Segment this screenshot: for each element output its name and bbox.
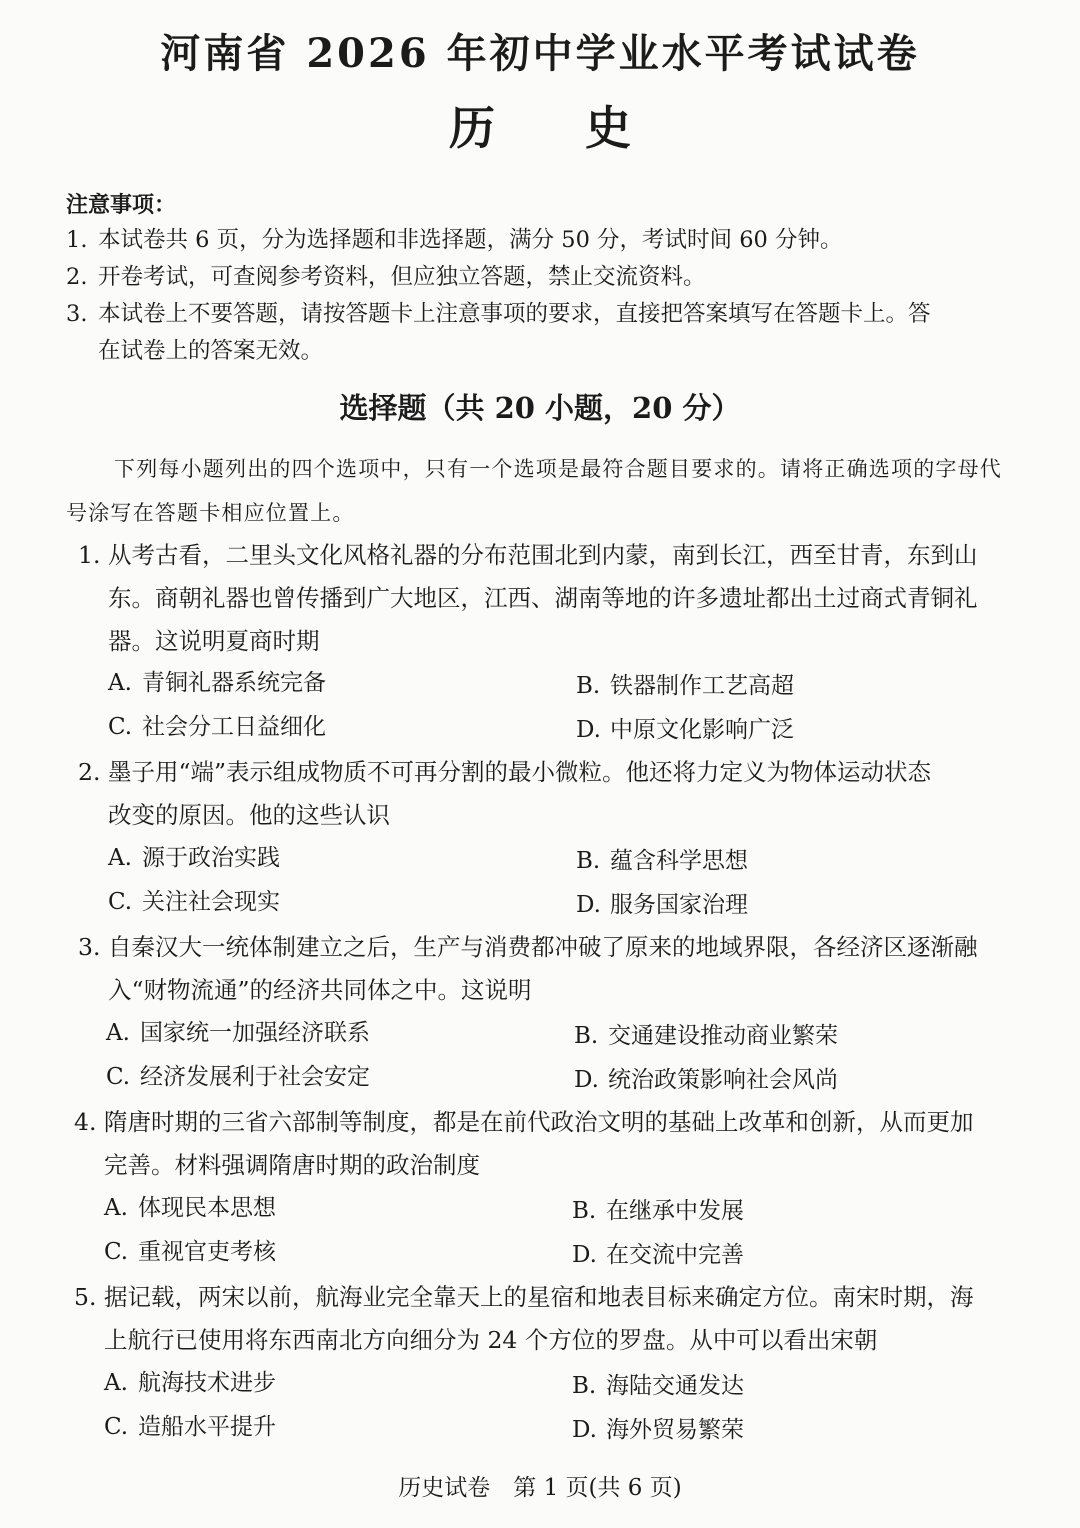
- question-number: 1.: [78, 541, 101, 569]
- option-c: [104, 1236, 276, 1268]
- option-letter: D.: [574, 1067, 599, 1093]
- notice-heading: 注意事项：: [66, 192, 177, 218]
- option-text: 铁器制作工艺高超: [610, 673, 794, 699]
- option-letter: B.: [576, 673, 601, 699]
- option-c: [108, 711, 326, 743]
- option-letter: D.: [576, 717, 601, 743]
- option-letter: A.: [108, 670, 132, 696]
- option-c: [108, 886, 280, 918]
- question-number: 2.: [78, 758, 101, 786]
- option-letter: B.: [572, 1373, 597, 1399]
- question-1: [78, 534, 1014, 663]
- option-letter: D.: [576, 892, 601, 918]
- option-letter: D.: [572, 1242, 597, 1268]
- option-letter: B.: [572, 1198, 597, 1224]
- option-c: [106, 1061, 370, 1093]
- notice-text-cont: 在试卷上的答案无效。: [98, 338, 324, 364]
- option-text: 关注社会现实: [142, 889, 280, 915]
- option-letter: D.: [572, 1417, 597, 1443]
- option-letter: A.: [104, 1195, 128, 1221]
- question-number: 4.: [74, 1108, 97, 1136]
- question-number: 5.: [74, 1283, 97, 1311]
- option-text: 社会分工日益细化: [142, 714, 326, 740]
- option-d: [576, 889, 748, 921]
- notice-text: 本试卷共 6 页，分为选择题和非选择题，满分 50 分，考试时间 60 分钟。: [98, 227, 843, 253]
- question-4: [74, 1101, 1010, 1187]
- option-letter: B.: [574, 1023, 599, 1049]
- notice-num: 2.: [66, 264, 88, 290]
- option-letter: C.: [106, 1064, 131, 1090]
- option-text: 中原文化影响广泛: [610, 717, 794, 743]
- option-text: 国家统一加强经济联系: [140, 1020, 370, 1046]
- option-d: [574, 1064, 838, 1096]
- option-text: 在继承中发展: [606, 1198, 744, 1224]
- option-text: 源于政治实践: [142, 845, 280, 871]
- option-letter: B.: [576, 848, 601, 874]
- option-letter: C.: [108, 714, 133, 740]
- question-line: 自秦汉大一统体制建立之后，生产与消费都冲破了原来的地域界限，各经济区逐渐融: [108, 933, 978, 961]
- option-letter: A.: [104, 1370, 128, 1396]
- notice-text: 开卷考试，可查阅参考资料，但应独立答题，禁止交流资料。: [98, 264, 706, 290]
- option-text: 造船水平提升: [138, 1414, 276, 1440]
- question-line: 上航行已使用将东西南北方向细分为 24 个方位的罗盘。从中可以看出宋朝: [104, 1326, 878, 1354]
- option-letter: C.: [108, 889, 133, 915]
- option-text: 海陆交通发达: [606, 1373, 744, 1399]
- option-text: 在交流中完善: [606, 1242, 744, 1268]
- option-letter: A.: [106, 1020, 130, 1046]
- question-line: 隋唐时期的三省六部制等制度，都是在前代政治文明的基础上改革和创新，从而更加: [104, 1108, 974, 1136]
- option-a: [106, 1017, 370, 1049]
- option-b: [576, 845, 748, 877]
- notice-item-3: [66, 296, 1016, 370]
- question-5: [74, 1276, 1010, 1362]
- option-letter: C.: [104, 1239, 129, 1265]
- question-3: [78, 926, 1014, 1012]
- option-b: [574, 1020, 838, 1052]
- question-line: 器。这说明夏商时期: [108, 627, 320, 655]
- option-c: [104, 1411, 276, 1443]
- notice-text: 本试卷上不要答题，请按答题卡上注意事项的要求，直接把答案填写在答题卡上。答: [98, 301, 931, 327]
- option-d: [572, 1414, 744, 1446]
- section-instructions: 下列每小题列出的四个选项中，只有一个选项是最符合题目要求的。请将正确选项的字母代号涂写在答题卡相应位置上。: [66, 457, 1002, 525]
- option-a: [104, 1192, 276, 1224]
- option-b: [572, 1195, 744, 1227]
- option-letter: A.: [108, 845, 132, 871]
- option-text: 体现民本思想: [138, 1195, 276, 1221]
- option-text: 蕴含科学思想: [610, 848, 748, 874]
- question-line: 从考古看，二里头文化风格礼器的分布范围北到内蒙，南到长江，西至甘青，东到山: [108, 541, 978, 569]
- option-text: 青铜礼器系统完备: [142, 670, 326, 696]
- notice-num: 3.: [66, 301, 88, 327]
- page-footer: 历史试卷 第 1 页(共 6 页): [398, 1475, 682, 1501]
- question-line: 完善。材料强调隋唐时期的政治制度: [104, 1151, 480, 1179]
- exam-title: 河南省 2026 年初中学业水平考试试卷: [160, 30, 920, 77]
- question-line: 改变的原因。他的这些认识: [108, 801, 390, 829]
- option-text: 服务国家治理: [610, 892, 748, 918]
- option-b: [576, 670, 794, 702]
- notice-num: 1.: [66, 227, 88, 253]
- question-2: [78, 751, 1014, 837]
- section-heading: 选择题（共 20 小题，20 分）: [339, 391, 741, 425]
- option-a: [108, 842, 280, 874]
- option-d: [576, 714, 794, 746]
- question-line: 东。商朝礼器也曾传播到广大地区，江西、湖南等地的许多遗址都出土过商式青铜礼: [108, 584, 978, 612]
- option-text: 海外贸易繁荣: [606, 1417, 744, 1443]
- option-letter: C.: [104, 1414, 129, 1440]
- option-text: 重视官吏考核: [138, 1239, 276, 1265]
- option-text: 交通建设推动商业繁荣: [608, 1023, 838, 1049]
- option-b: [572, 1370, 744, 1402]
- option-text: 航海技术进步: [138, 1370, 276, 1396]
- option-d: [572, 1239, 744, 1271]
- subject-title: 历史: [449, 101, 721, 155]
- option-text: 经济发展利于社会安定: [140, 1064, 370, 1090]
- question-line: 墨子用“端”表示组成物质不可再分割的最小微粒。他还将力定义为物体运动状态: [108, 758, 932, 786]
- option-a: [108, 667, 326, 699]
- question-number: 3.: [78, 933, 101, 961]
- option-a: [104, 1367, 276, 1399]
- notice-item-2: [66, 259, 1016, 296]
- option-text: 统治政策影响社会风尚: [608, 1067, 838, 1093]
- question-line: 入“财物流通”的经济共同体之中。这说明: [108, 976, 532, 1004]
- question-line: 据记载，两宋以前，航海业完全靠天上的星宿和地表目标来确定方位。南宋时期，海: [104, 1283, 974, 1311]
- notice-item-1: [66, 222, 1016, 259]
